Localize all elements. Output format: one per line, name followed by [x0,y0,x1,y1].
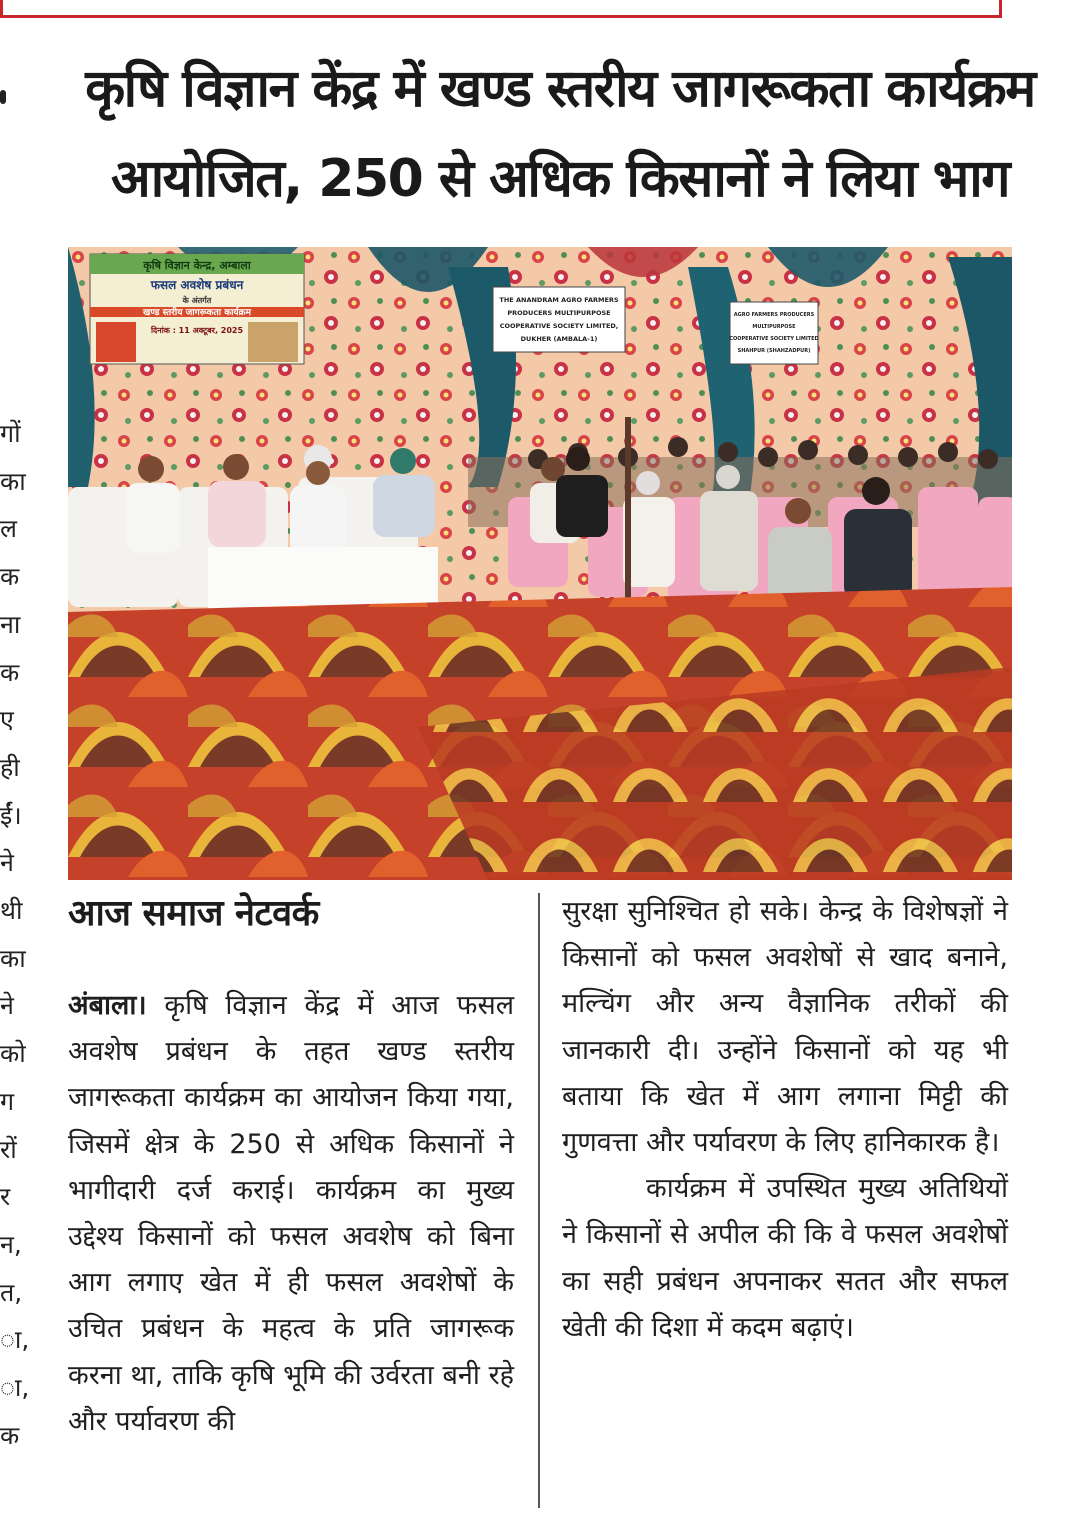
svg-text:COOPERATIVE SOCIETY LIMITED: COOPERATIVE SOCIETY LIMITED [729,336,819,342]
event-photo [68,247,1012,880]
adjacent-text-fragment: का [0,943,26,973]
article-text-left: कृषि विज्ञान केंद्र में आज फसल अवशेष प्रबंधन के तहत खण्ड स्तरीय जागरूकता कार्यक्रम का आयोजन किया गया, जिसमें क्षेत्र के 250 से अधिक किसानों ने भागीदारी दर्ज कराई। कार्यक्रम का मुख्य उद्देश्य किसानों को फसल अवशेष को बिना आग लगाए खेत में ही फसल अवशेषों के उचित प्रबंधन के महत्व के प्रति जागरूक करना था, ताकि कृषि भूमि की उर्वरता बनी रहे और पर्यावरण की [68,990,514,1437]
dateline: अंबाला। [68,990,147,1021]
adjacent-text-fragment: ा, [0,1373,30,1403]
top-border-frame [0,0,1002,18]
adjacent-text-fragment: ने [0,991,14,1021]
svg-text:AGRO FARMERS PRODUCERS: AGRO FARMERS PRODUCERS [733,312,815,318]
adjacent-article-fragment [0,410,30,1459]
adjacent-text-fragment: ा, [0,1325,30,1355]
adjacent-text-fragment: ल [0,514,17,544]
svg-text:फसल अवशेष प्रबंधन: फसल अवशेष प्रबंधन [150,278,244,292]
article-paragraph-closing: कार्यक्रम में उपस्थित मुख्य अतिथियों ने किसानों से अपील की कि वे फसल अवशेषों का सही प्रबंधन अपनाकर सतत और सफल खेती की दिशा में कदम बढ़ाएं। [562,1173,1008,1343]
article-paragraph [68,983,514,1445]
svg-text:DUKHER (AMBALA-1): DUKHER (AMBALA-1) [520,335,598,343]
adjacent-text-fragment: क [0,562,20,592]
headline-line-2: आयोजित, 250 से अधिक किसानों ने लिया भाग [110,149,1010,209]
headline [60,44,1060,224]
adjacent-text-fragment: ग [0,1086,15,1116]
banner-anandram-cooperative [493,287,625,352]
headline-line-1: कृषि विज्ञान केंद्र में खण्ड स्तरीय जागरूकता कार्यक्रम [85,59,1035,119]
adjacent-text-fragment: र [0,1182,11,1212]
banner-shahpur-cooperative [729,302,818,364]
adjacent-text-fragment: त, [0,1277,23,1307]
column-divider [538,893,540,1508]
adjacent-text-fragment: न, [0,1229,22,1259]
byline: आज समाज नेटवर्क [68,893,319,934]
svg-text:COOPERATIVE SOCIETY LIMITED,: COOPERATIVE SOCIETY LIMITED, [499,322,619,330]
adjacent-text-fragment: ने [0,848,14,878]
adjacent-text-fragment: को [0,1039,26,1069]
banner-krishi-vigyan-kendra [90,254,304,364]
svg-text:कृषि विज्ञान केन्द्र, अम्बाला: कृषि विज्ञान केन्द्र, अम्बाला [143,259,251,272]
adjacent-text-fragment: ही [0,752,20,782]
svg-text:खण्ड स्तरीय जागरूकता कार्यक्रम: खण्ड स्तरीय जागरूकता कार्यक्रम [143,308,251,318]
svg-text:PRODUCERS MULTIPURPOSE: PRODUCERS MULTIPURPOSE [507,309,611,317]
svg-text:THE ANANDRAM AGRO FARMERS: THE ANANDRAM AGRO FARMERS [499,296,619,304]
adjacent-text-fragment: थी [0,896,23,926]
svg-text:के अंतर्गत: के अंतर्गत [182,296,212,305]
adjacent-text-fragment: ए [0,705,14,735]
adjacent-text-fragment: रों [0,1134,17,1164]
svg-text:SHAHPUR (SHAHZADPUR): SHAHPUR (SHAHZADPUR) [737,348,811,354]
svg-text:दिनांक : 11 अक्टूबर, 2025: दिनांक : 11 अक्टूबर, 2025 [150,326,244,335]
adjacent-text-fragment: गों [0,419,21,448]
adjacent-text-fragment: का [0,466,26,496]
article-column-right [562,889,1008,1351]
adjacent-text-fragment: क [0,657,20,687]
adjacent-text-fragment: ना [0,609,21,639]
svg-text:MULTIPURPOSE: MULTIPURPOSE [752,324,796,330]
article-column-left [68,983,514,1445]
article-paragraph-continued: सुरक्षा सुनिश्चित हो सके। केन्द्र के विशेषज्ञों ने किसानों को फसल अवशेषों से खाद बनाने, मल्चिंग और अन्य वैज्ञानिक तरीकों की जानकारी दी। उन्होंने किसानों को यह भी बताया कि खेत में आग लगाना मिट्टी की गुणवत्ता और पर्यावरण के लिए हानिकारक है। [562,896,1008,1159]
adjacent-text-fragment: ईं। [0,800,22,830]
margin-mark [0,90,6,104]
adjacent-text-fragment: क [0,1420,20,1450]
